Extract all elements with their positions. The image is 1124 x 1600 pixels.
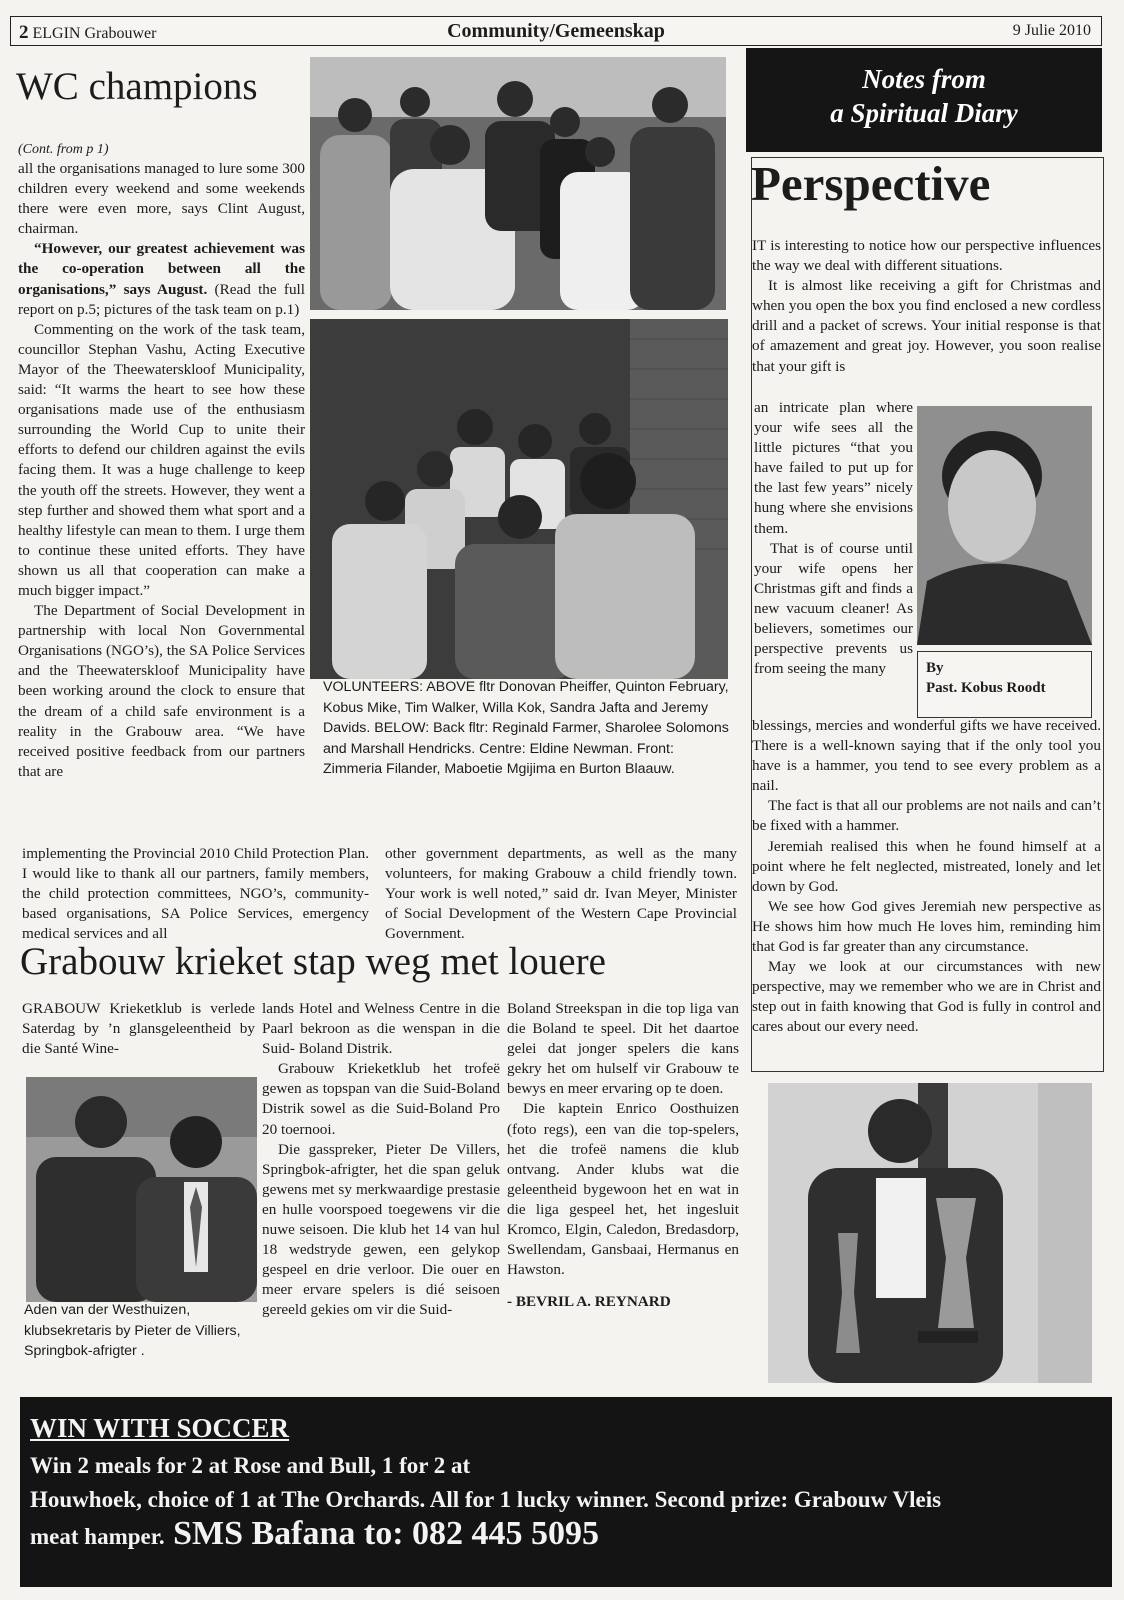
captain-trophy-photo — [768, 1083, 1092, 1383]
notes-paragraph: blessings, mercies and wonderful gifts we have received. There is a well-known saying that if the only tool you have is a hammer, you tend to see every problem as a nail. — [752, 717, 1101, 795]
soccer-ad-banner — [20, 1397, 1112, 1587]
cricket-paragraph: Grabouw Krieketklub het trofeë gewen as topspan van die Suid-Boland Distrik sowel as die Suid-Boland Pro 20 toernooi. — [262, 1060, 500, 1138]
notes-paragraph: We see how God gives Jeremiah new perspective as He shows him how much He loves him, reminding him that God is far greater than any circumstance. — [752, 897, 1101, 956]
cricket-paragraph: lands Hotel and Welness Centre in die Paarl bekroon as die wenspan in die Suid- Boland Distrik. — [262, 1000, 500, 1058]
cricket-column-2 — [262, 999, 500, 1321]
banner-line: meat hamper. SMS Bafana to: 082 445 5095 — [30, 1515, 600, 1552]
cricket-headline: Grabouw krieket stap weg met louere — [20, 940, 606, 983]
notes-paragraph: That is of course until your wife opens her Christmas gift and finds a new vacuum cleaner! As believers, sometimes our perspective prevents us from seeing the many — [754, 539, 913, 678]
wc-paragraph: other government departments, as well as the many volunteers, for making Grabouw a child friendly town. Your work is well noted,” said dr. Ivan Meyer, Minister of Social Development of the Western Cape Provincial Government. — [385, 845, 737, 943]
wc-paragraph: all the organisations managed to lure some 300 children every weekend and some weekends there were even more, says Clint August, chairman. — [18, 160, 305, 238]
banner-line: Win 2 meals for 2 at Rose and Bull, 1 for 2 at — [30, 1453, 471, 1478]
page-number: 2 — [19, 22, 29, 43]
cricket-paragraph: Die kaptein Enrico Oosthuizen (foto regs), een van die top-spelers, het die trofeë namens die klub ontvang. Ander klubs wat die geleentheid bygewoon het en wat in die liga gespeel het, het ingesluit Kromco, Elgin, Caledon, Bredasdorp, Swellendam, Gansbaai, Hermanus en Hawston. — [507, 1100, 739, 1279]
notes-paragraph: May we look at our circumstances with new perspective, may we remember who we are in Christ and step out in faith knowing that God is fully in control and cares about our every need. — [752, 958, 1101, 1036]
author-name: Past. Kobus Roodt — [926, 680, 1046, 696]
notes-header-box — [746, 48, 1102, 152]
notes-paragraph: IT is interesting to notice how our perspective influences the way we deal with different situations. — [752, 237, 1101, 275]
wc-paragraph: Commenting on the work of the task team, councillor Stephan Vashu, Acting Executive Mayor of the Theewaterskloof Municipality, said: “It warms the heart to see how these organisations made use of the enthusiasm surrounding the World Cup to unite their efforts to defend our children against the evils facing them. It was a huge challenge to keep the youth off the streets. However, they went a step further and showed them what sport and a healthy lifestyle can mean to them. I urge them to continue these united efforts. They have shown us all that cooperation can make a much bigger impact.” — [18, 320, 305, 599]
sms-number: SMS Bafana to: 082 445 5095 — [164, 1515, 600, 1552]
cricket-paragraph: Die gasspreker, Pieter De Villers, Springbok-afrigter, het die span geluk gewens met sy merkwaardige prestasie en hulle voorspoed toegewens vir die nuwe seisoen. Die klub het 14 van hul 18 wedstryde gewen, een gelykop gespeel en drie verloor. Die ouer en meer ervare spelers is dié seisoen gereeld gekies om vir die Suid- — [262, 1140, 500, 1319]
wc-column-1 — [18, 141, 305, 782]
notes-column-bottom — [752, 716, 1101, 1038]
perspective-title: Perspective — [751, 156, 991, 211]
notes-paragraph: It is almost like receiving a gift for Christmas and when you open the box you find enclosed a new cordless drill and a packet of screws. Your initial response is that of amazement and great joy. However, you soon realise that your gift is — [752, 277, 1101, 375]
cricket-column-3 — [507, 999, 739, 1312]
wc-paragraph: The Department of Social Development in partnership with local Non Governmental Organisations (NGO’s), the SA Police Services and the Theewaterskloof Municipality have been working around the clock to ensure that the dream of a child safe environment is a reality in the Grabouw area. “We have received positive feedback from our partners that are — [18, 602, 305, 780]
banner-text — [30, 1449, 1110, 1554]
wc-paragraph: “However, our greatest achievement was the co-operation between all the organisations,” says August. (Read the full report on p.5; pictures of the task team on p.1) — [18, 240, 305, 318]
notes-paragraph: Jeremiah realised this when he found himself at a point where he felt neglected, mistreated, lonely and let down by God. — [752, 837, 1101, 895]
cricket-byline: - BEVRIL A. REYNARD — [507, 1293, 671, 1311]
notes-header-line1: Notes from — [862, 64, 986, 94]
section-title: Community/Gemeenskap — [447, 20, 665, 42]
cricket-column-1 — [22, 999, 255, 1059]
cricket-paragraph: Boland Streekspan in die top liga van die Boland te speel. Dit het daartoe gelei dat jonger spelers die kans gekry het om hulself vir Grabouw te bewys en meer ervaring op te doen. — [507, 1000, 739, 1098]
author-by: By — [926, 660, 944, 676]
volunteers-photo-top — [310, 57, 726, 310]
notes-column-narrow — [754, 398, 913, 679]
cont-note: (Cont. from p 1) — [18, 142, 109, 157]
author-box — [917, 651, 1092, 718]
wc-headline: WC champions — [16, 65, 258, 108]
wc-column-2-bottom — [385, 844, 737, 944]
cricket-photo-caption: Aden van der Westhuizen, klubsekretaris by Pieter de Villiers, Springbok-afrigter . — [24, 1302, 241, 1360]
paper-name: ELGIN Grabouwer — [32, 25, 157, 42]
notes-paragraph: an intricate plan where your wife sees all the little pictures “that you have failed to put up for the last few years” nicely hung where she envisions them. — [754, 399, 913, 537]
issue-date: 9 Julie 2010 — [1012, 22, 1091, 39]
author-photo — [917, 406, 1092, 645]
banner-line: Houwhoek, choice of 1 at The Orchards. All for 1 lucky winner. Second prize: Grabouw Vleis — [30, 1487, 942, 1512]
notes-header-line2: a Spiritual Diary — [830, 98, 1018, 128]
volunteers-caption: VOLUNTEERS: ABOVE fltr Donovan Pheiffer, Quinton February, Kobus Mike, Tim Walker, Willa Kok, Sandra Jafta and Jeremy Davids. BELOW: Back fltr: Reginald Farmer, Sharolee Solomons and Marshall Hendricks. Centre: Eldine Newman. Front: Zimmeria Filander, Maboetie Mgijima en Burton Blaauw. — [323, 679, 729, 778]
page-header — [10, 16, 1102, 46]
wc-paragraph: implementing the Provincial 2010 Child Protection Plan. I would like to thank all our partners, family members, the child protection committees, NGO’s, community-based organisations, SA Police Services, emergency medical services and all — [22, 845, 369, 943]
volunteers-photo-bottom — [310, 319, 728, 679]
wc-quote-bold: “However, our greatest achievement was the co-operation between all the organisations,” says August. — [18, 240, 305, 298]
banner-title: WIN WITH SOCCER — [30, 1413, 290, 1443]
notes-paragraph: The fact is that all our problems are not nails and can’t be fixed with a hammer. — [752, 797, 1101, 835]
cricket-officials-photo — [26, 1077, 257, 1302]
notes-column-top — [752, 236, 1101, 377]
cricket-paragraph: GRABOUW Krieketklub is verlede Saterdag by ’n glansgeleentheid by die Santé Wine- — [22, 1000, 255, 1058]
wc-column-1-bottom — [22, 844, 369, 944]
